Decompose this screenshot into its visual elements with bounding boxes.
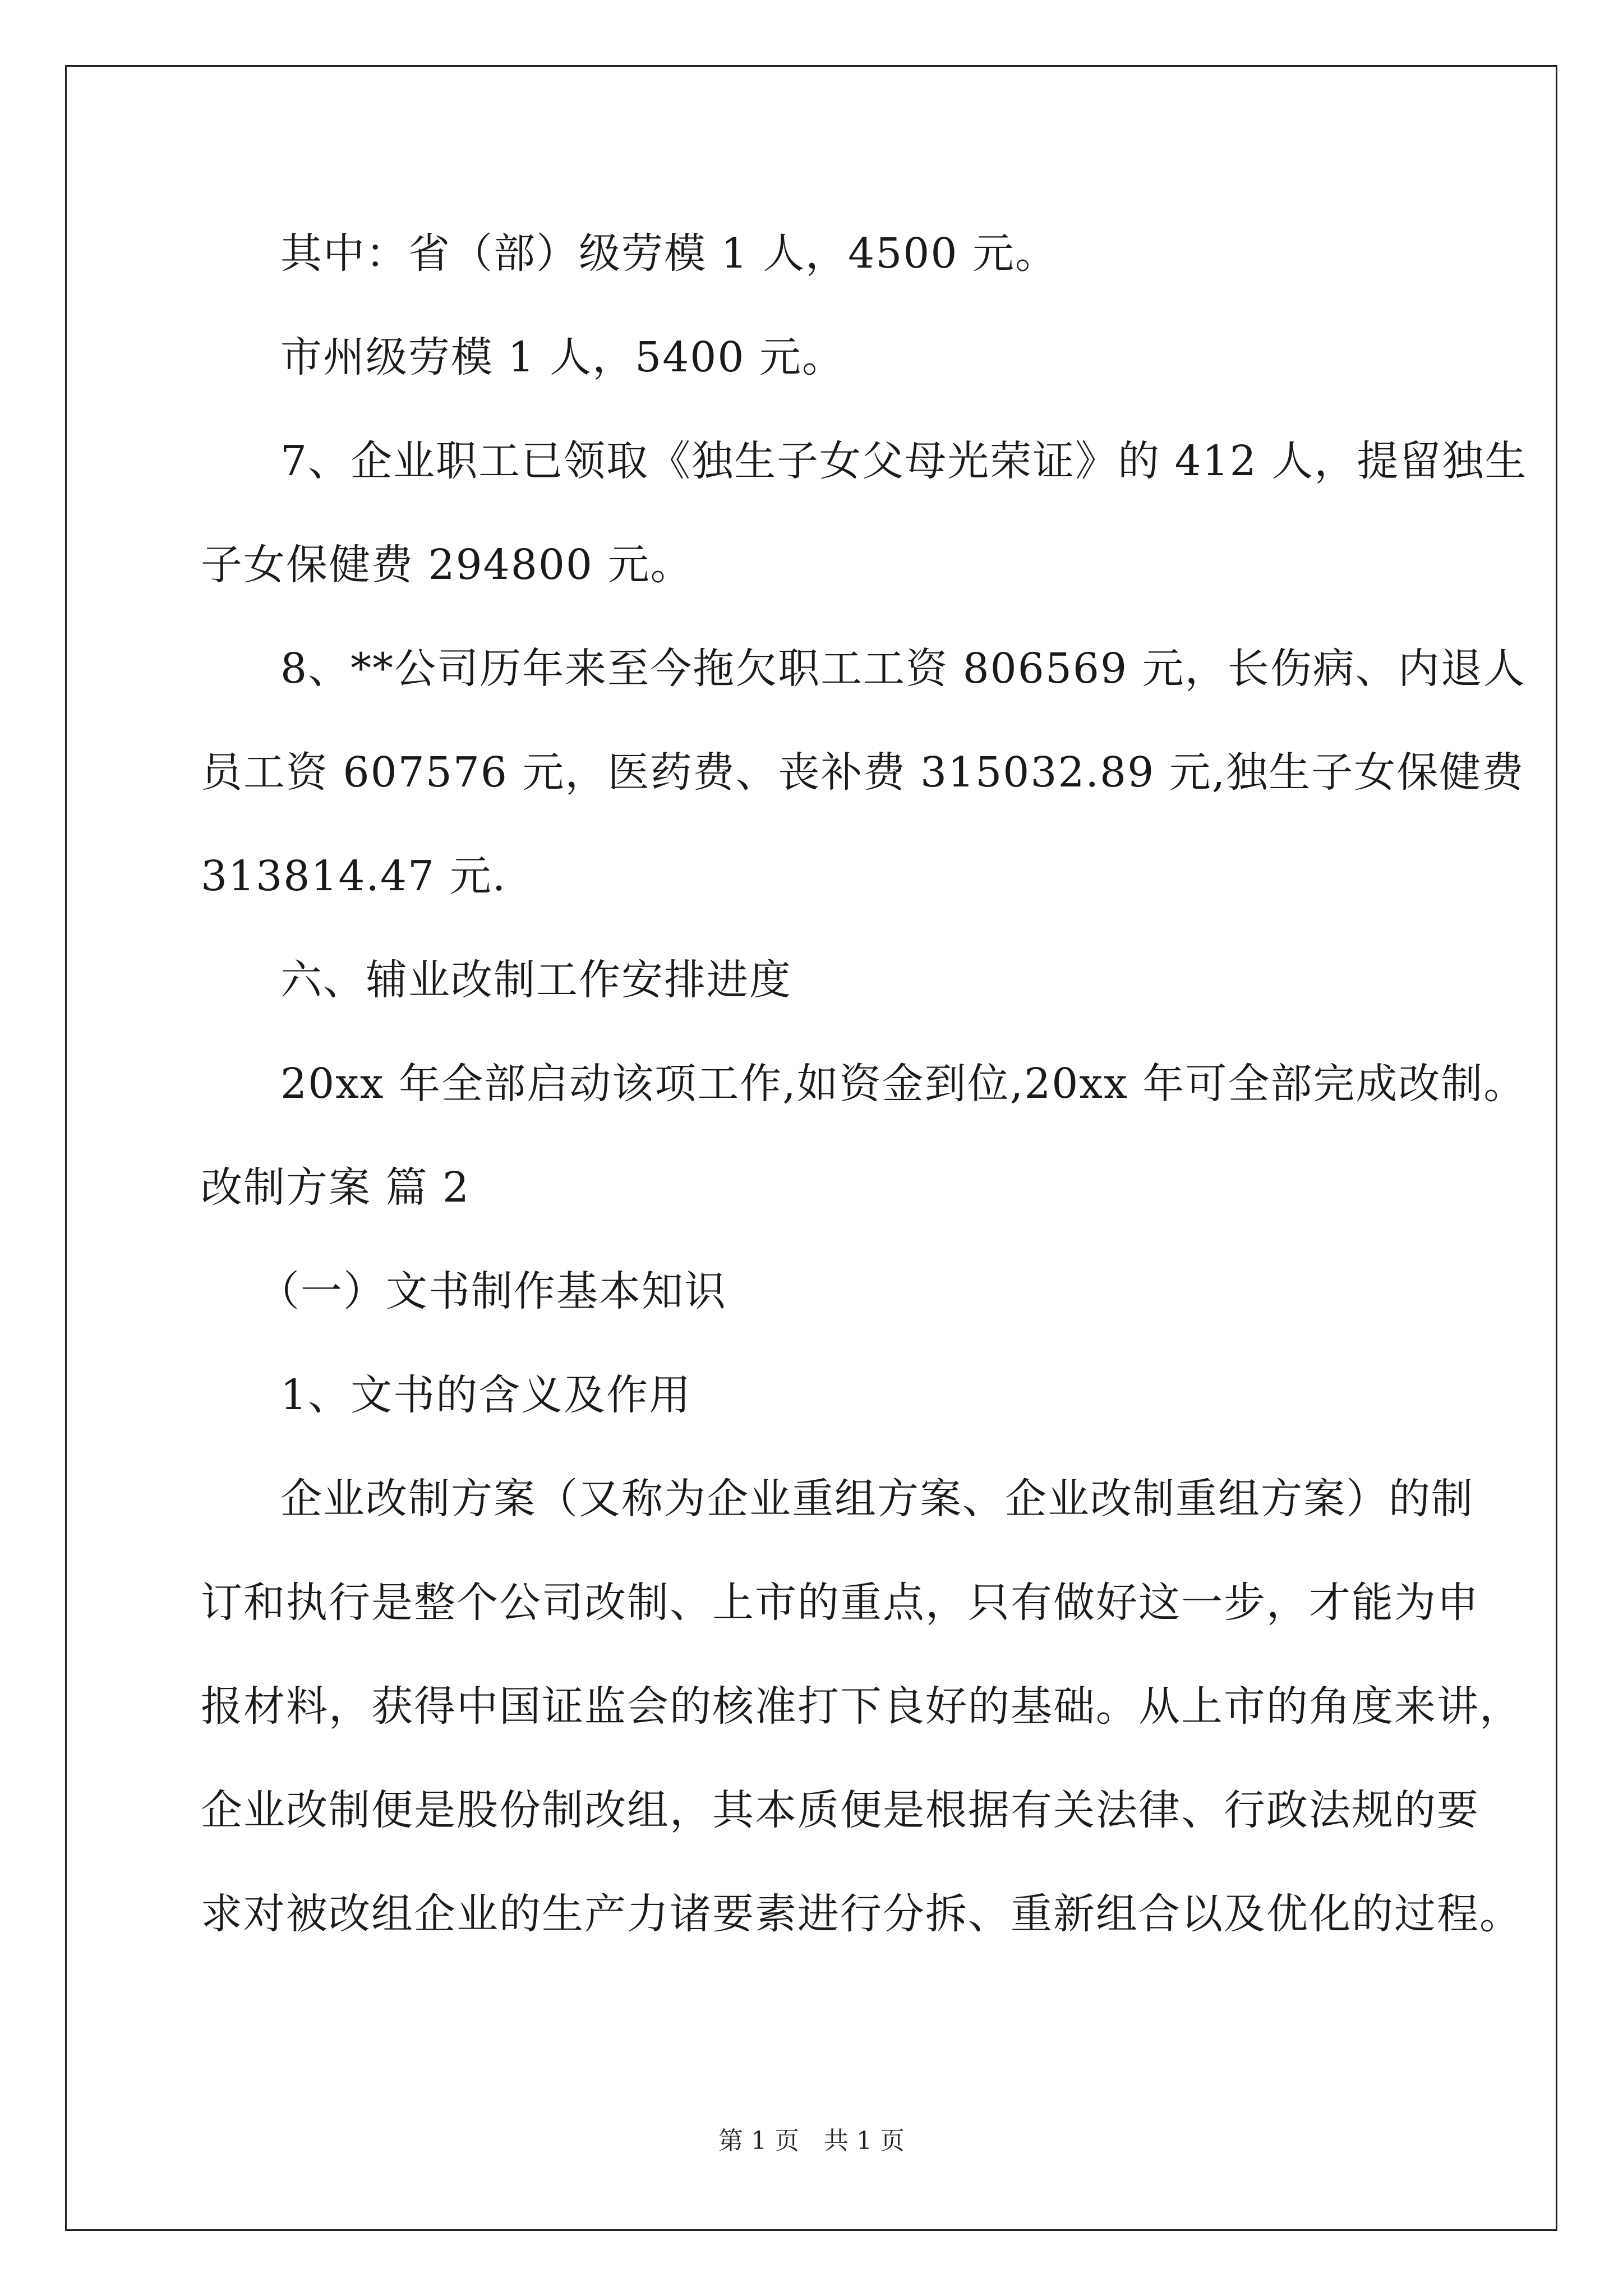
text-line: 8、**公司历年来至今拖欠职工工资 806569 元，长伤病、内退人: [280, 645, 1526, 693]
text-line: 员工资 607576 元，医药费、丧补费 315032.89 元,独生子女保健费: [201, 748, 1525, 797]
text-line: 订和执行是整个公司改制、上市的重点，只有做好这一步，才能为申: [201, 1579, 1479, 1627]
text-line: 313814.47 元.: [201, 852, 507, 900]
text-line: 7、企业职工已领取《独生子女父母光荣证》的 412 人，提留独生: [280, 437, 1528, 485]
subsection-heading: （一）文书制作基本知识: [258, 1267, 727, 1315]
text-line: 20xx 年全部启动该项工作,如资金到位,20xx 年可全部完成改制。: [280, 1060, 1527, 1108]
text-line: 企业改制方案（又称为企业重组方案、企业改制重组方案）的制: [280, 1475, 1474, 1523]
text-line: 市州级劳模 1 人，5400 元。: [280, 333, 845, 381]
text-line: 子女保健费 294800 元。: [201, 541, 693, 589]
page-footer: 第 1 页 共 1 页: [718, 2127, 905, 2155]
text-line: 报材料，获得中国证监会的核准打下良好的基础。从上市的角度来讲，: [201, 1682, 1522, 1731]
text-line: 企业改制便是股份制改组，其本质便是根据有关法律、行政法规的要: [201, 1786, 1479, 1834]
subsection-heading: 1、文书的含义及作用: [280, 1371, 692, 1419]
section-heading: 六、辅业改制工作安排进度: [280, 956, 792, 1004]
text-line: 求对被改组企业的生产力诸要素进行分拆、重新组合以及优化的过程。: [201, 1890, 1522, 1938]
text-line: 其中：省（部）级劳模 1 人，4500 元。: [280, 229, 1058, 278]
document-title: 改制方案 篇 2: [201, 1163, 471, 1212]
